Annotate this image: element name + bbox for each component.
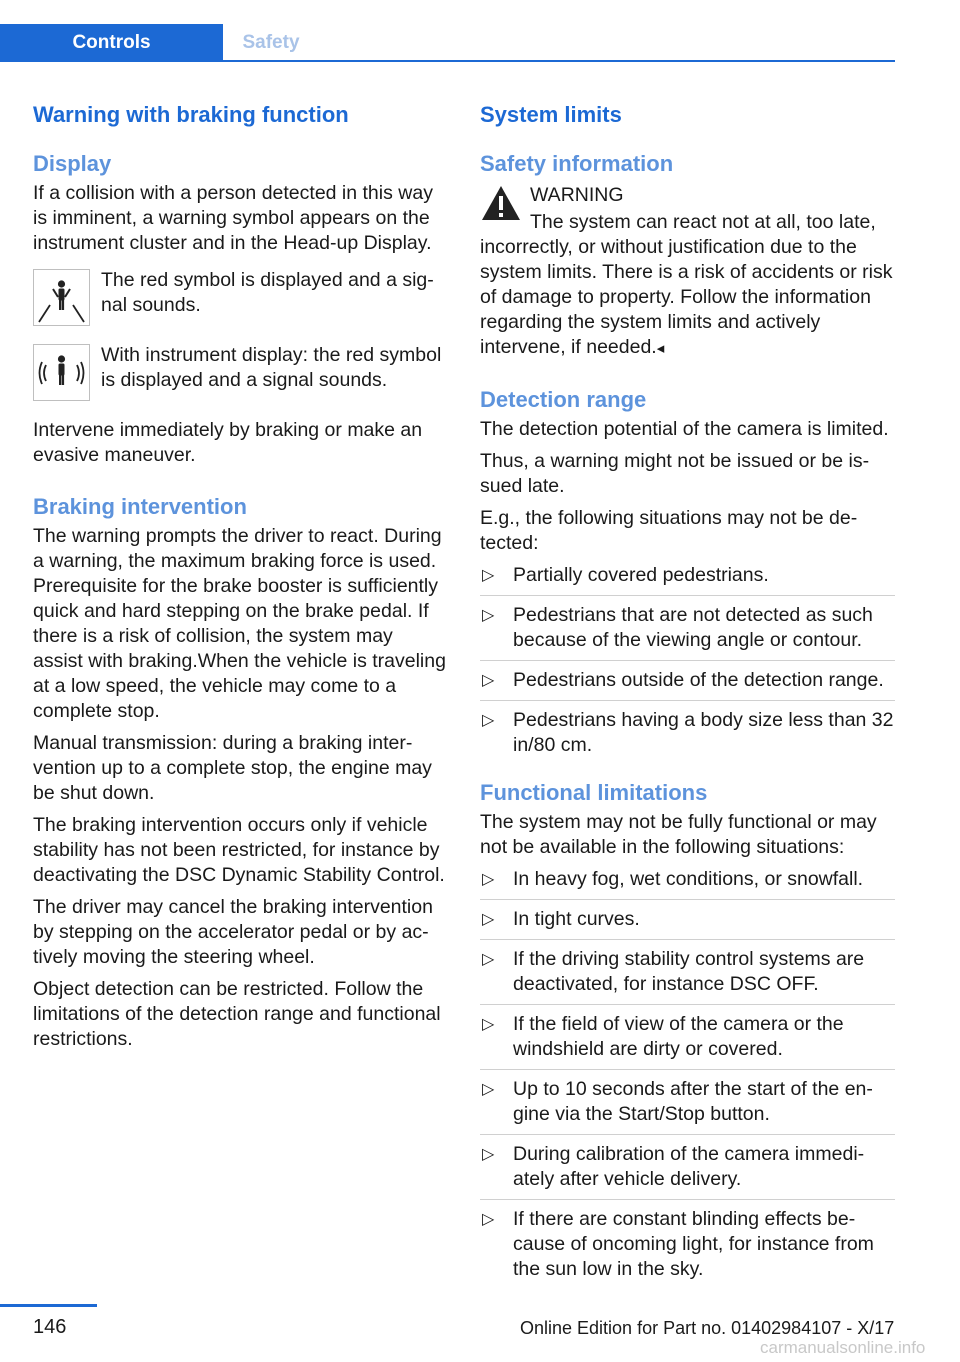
page-number: 146 — [33, 1316, 67, 1338]
section-heading: System limits — [480, 102, 622, 127]
warning-label: WARNING — [530, 184, 624, 206]
warning-triangle-icon — [480, 184, 522, 222]
list-item: ▷ In tight curves. — [480, 907, 895, 940]
triangle-bullet-icon: ▷ — [482, 871, 495, 888]
paragraph: Thus, a warning might not be issued or be issued late. — [480, 450, 870, 497]
paragraph: If a collision with a person detected in this way is imminent, a warning symbol appears on the instrument cluster and in the Head-up Display. — [33, 182, 433, 254]
triangle-bullet-icon: ▷ — [482, 1211, 495, 1228]
list-item: ▷ If there are constant blinding effects because of oncoming light, for instance from the sun low in the sky. — [482, 1208, 874, 1280]
triangle-bullet-icon: ▷ — [482, 951, 495, 968]
detection-list — [480, 563, 895, 765]
symbol-row — [33, 268, 448, 326]
symbol-row — [33, 343, 448, 401]
paragraph: The warning prompts the driver to react. During a warning, the maximum braking force is used. Prerequisite for the brake booster is sufficiently quick and hard stepping on the brake pedal. If there is a risk of collision, the system may assist with braking.When the vehicle is traveling at a low speed, the vehicle may come to a complete stop. — [33, 525, 446, 722]
edition-note: Online Edition for Part no. 01402984107 - X/17 — [520, 1318, 895, 1338]
paragraph: The detection potential of the camera is limited. — [480, 418, 889, 440]
tab-bar — [0, 24, 895, 61]
subheading-display: Display — [33, 151, 112, 176]
subheading-safety: Safety information — [480, 151, 674, 176]
paragraph: Intervene immediately by braking or make an evasive maneuver. — [33, 419, 423, 466]
triangle-bullet-icon: ▷ — [482, 1016, 495, 1033]
paragraph: The system may not be fully functional or may not be available in the following situations: — [480, 811, 877, 858]
paragraph: E.g., the following situations may not be detected: — [480, 507, 858, 554]
paragraph: The braking intervention occurs only if vehicle stability has not been restricted, for instance by deactivating the DSC Dynamic Stability Control. — [33, 814, 445, 886]
list-item: ▷ Pedestrians having a body size less than 32 in/80 cm. — [482, 709, 894, 756]
end-mark: ◂ — [656, 340, 665, 357]
footer-rule — [0, 1304, 97, 1307]
tab-controls[interactable]: Controls — [0, 24, 223, 61]
list-item: ▷ In heavy fog, wet conditions, or snowfall. — [480, 867, 895, 900]
list-item: ▷ If the driving stability control systems are deactivated, for instance DSC OFF. — [480, 947, 895, 1005]
left-column — [33, 100, 448, 1059]
watermark: carmanualsonline.info — [760, 1338, 926, 1357]
list-item: ▷ Pedestrians outside of the detection range. — [480, 668, 895, 701]
paragraph: The driver may cancel the braking intervention by stepping on the accelerator pedal or by actively moving the steering wheel. — [33, 896, 433, 968]
symbol-description: The red symbol is displayed and a signal sounds. — [101, 269, 434, 316]
triangle-bullet-icon: ▷ — [482, 672, 495, 689]
pedestrian-signal-icon — [33, 344, 90, 401]
list-item: ▷ Pedestrians that are not detected as such because of the viewing angle or contour. — [480, 603, 895, 661]
section-heading: Warning with braking function — [33, 102, 349, 127]
pedestrian-warning-icon — [33, 269, 90, 326]
paragraph: Manual transmission: during a braking intervention up to a complete stop, the engine may be shut down. — [33, 732, 432, 804]
triangle-bullet-icon: ▷ — [482, 911, 495, 928]
functional-list — [480, 867, 895, 1289]
subheading-functional: Functional limitations — [480, 780, 708, 805]
tab-underline — [0, 60, 895, 62]
list-item: ▷ Partially covered pedestrians. — [480, 563, 895, 596]
triangle-bullet-icon: ▷ — [482, 1081, 495, 1098]
triangle-bullet-icon: ▷ — [482, 712, 495, 729]
list-item: ▷ Up to 10 seconds after the start of the engine via the Start/Stop button. — [480, 1077, 895, 1135]
subheading-detection: Detection range — [480, 387, 647, 412]
triangle-bullet-icon: ▷ — [482, 567, 495, 584]
list-item: ▷ If the field of view of the camera or the windshield are dirty or covered. — [480, 1012, 895, 1070]
paragraph: Object detection can be restricted. Follow the limitations of the detection range and functional restrictions. — [33, 978, 441, 1050]
triangle-bullet-icon: ▷ — [482, 1146, 495, 1163]
symbol-description: With instrument display: the red symbol is displayed and a signal sounds. — [101, 344, 442, 391]
right-column — [480, 100, 895, 1303]
warning-text: The system can react not at all, too late, incorrectly, or without justification due to the system limits. There is a risk of accidents or risk of damage to property. Follow the information regarding the system limits and actively intervene, if needed.◂ — [480, 211, 893, 358]
subheading-braking: Braking intervention — [33, 494, 247, 519]
triangle-bullet-icon: ▷ — [482, 607, 495, 624]
list-item: ▷ During calibration of the camera immediately after vehicle delivery. — [480, 1142, 895, 1200]
tab-safety[interactable]: Safety — [242, 32, 300, 53]
